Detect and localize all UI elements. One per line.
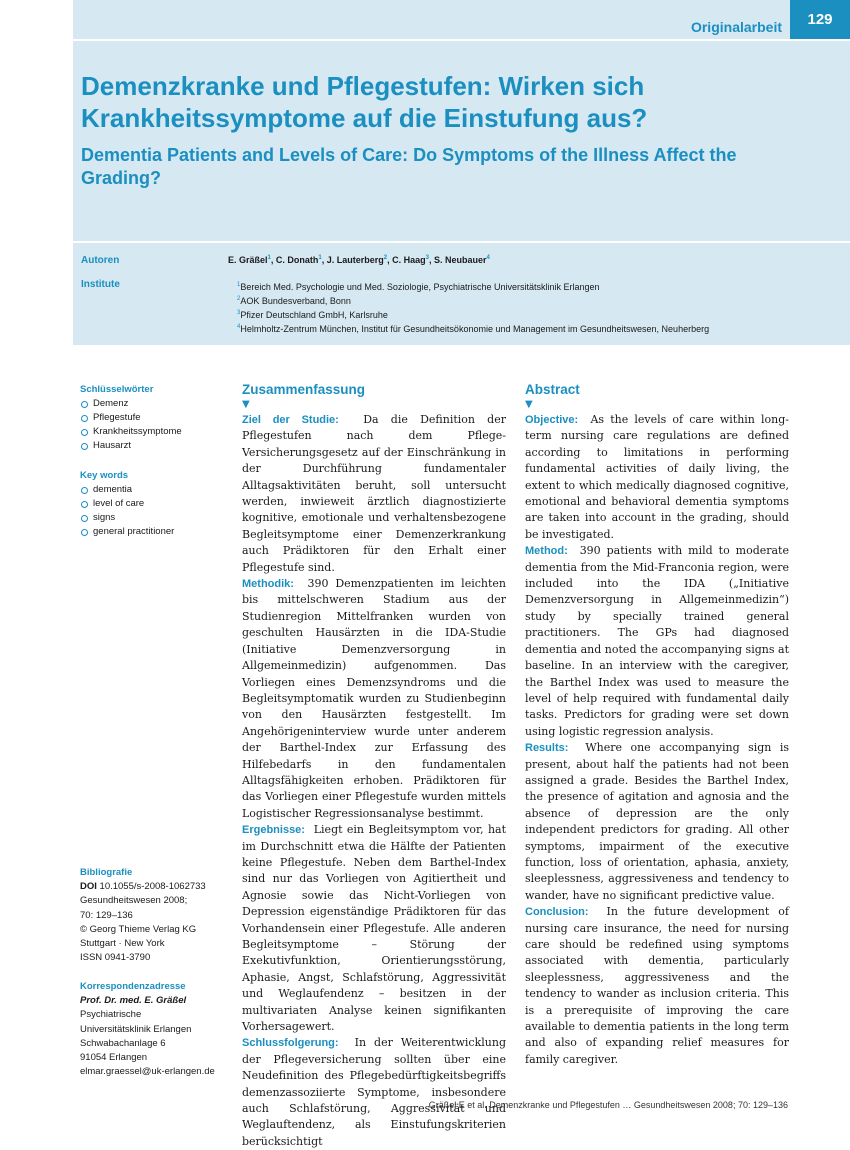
abstract-english xyxy=(525,381,789,1068)
biblio-line: Stuttgart · New York xyxy=(80,938,165,950)
section-label: Results: xyxy=(525,742,569,755)
keywords-de-label: Schlüsselwörter xyxy=(80,384,154,395)
institute xyxy=(237,321,710,335)
abstract-section xyxy=(525,904,789,1068)
header-top-bar xyxy=(73,0,850,41)
institute-text: Bereich Med. Psychologie und Med. Soziologie, Psychiatrische Universitätsklinik Erlangen xyxy=(240,282,600,292)
doi-label: DOI xyxy=(80,881,97,893)
section-text: Da die Definition der Pflegestufen nach dem Pflege-Versicherungsgesetz auf der Einschränkung in der Durchführung fundamentaler Alltagsaktivitäten beruht, soll untersucht werden, inwieweit ärztlich diagnostizierte kognitive, emotionale und verhaltensbezogene Begleitsymptome einer Demenzerkrankung auch Prädiktoren für den Erhalt einer Pflegestufe sind. xyxy=(242,413,506,574)
institute-text: Pfizer Deutschland GmbH, Karlsruhe xyxy=(240,310,388,320)
section-label: Conclusion: xyxy=(525,906,589,919)
author-affiliation: 1 xyxy=(318,255,322,261)
section-text: 390 patients with mild to moderate dementia from the Mid-Franconia region, were included into the IDA („Initiative Demenzversorgung in Allgemeinmedizin“) study by specially trained general practitioners. The GPs had diagnosed dementia and noted the accompanying signs at baseline. In an interview with the caregiver, the Barthel Index was used to measure the level of help required with fundamental daily tasks. Predictors for grading were set down using logistic regression analysis. xyxy=(525,544,789,738)
authors-list: E. Gräßel$^1$, C. Donath$^1$, J. Lauterberg$^2$, C. Haag$^3$, S. Neubauer$^4$ xyxy=(228,255,490,265)
keyword-item: dementia xyxy=(80,483,230,497)
correspondence-block xyxy=(80,980,240,1079)
institute xyxy=(237,307,709,321)
keyword-item: signs xyxy=(80,511,230,525)
bibliography-block xyxy=(80,866,240,965)
correspondence-label: Korrespondenzadresse xyxy=(80,981,186,992)
keyword-item: Demenz xyxy=(80,397,230,411)
section-label: Ergebnisse: xyxy=(242,824,305,837)
biblio-line: Gesundheitswesen 2008; xyxy=(80,895,188,907)
title-english: Dementia Patients and Levels of Care: Do Symptoms of the Illness Affect the Grading? xyxy=(81,145,737,188)
header-banner xyxy=(73,0,850,345)
institute-number: 3 xyxy=(237,310,241,316)
biblio-line: 70: 129–136 xyxy=(80,909,133,921)
section-label: Originalarbeit xyxy=(690,19,782,35)
section-label: Method: xyxy=(525,545,568,558)
abstract-de-heading: Zusammenfassung xyxy=(242,382,366,397)
doi-value: 10.1055/s-2008-1062733 xyxy=(99,881,206,893)
institute xyxy=(237,279,709,293)
section-text: In der Weiterentwicklung der Pflegeversicherung sollten über eine Neudefinition des Pflegebedürftigkeitsbegriffs demenzassoziierte Symptome, insbesondere auch Schlafstörung, Aggressivität und Weglauftendenz, als Einstufungskriterien berücksichtigt xyxy=(242,1036,506,1148)
header-divider xyxy=(73,241,850,243)
address-line: Psychiatrische xyxy=(80,1009,142,1021)
author-affiliation: 4 xyxy=(486,255,490,261)
author-affiliation: 2 xyxy=(383,255,388,261)
section-label: Schlussfolgerung: xyxy=(242,1037,339,1050)
author-affiliation: 1 xyxy=(267,255,271,261)
abstract-en-heading: Abstract xyxy=(525,382,580,397)
triangle-marker-icon: ▼ xyxy=(525,399,533,410)
address-line: Universitätsklinik Erlangen xyxy=(80,1023,192,1035)
title-german: Demenzkranke und Pflegestufen: Wirken sich Krankheitssymptome auf die Einstufung aus? xyxy=(81,71,648,133)
page-footer: Gräßel E et al. Demenzkranke und Pflegestufen … Gesundheitswesen 2008; 70: 129–136 xyxy=(428,1100,788,1110)
biblio-line: ISSN 0941-3790 xyxy=(80,952,151,964)
keyword-item: Hausarzt xyxy=(80,439,230,453)
abstract-section xyxy=(242,1035,506,1150)
institute-text: Helmholtz-Zentrum München, Institut für Gesundheitsökonomie und Management im Gesundheitswesen, Neuherberg xyxy=(240,324,710,334)
address-line: Schwabachanlage 6 xyxy=(80,1037,166,1049)
biblio-line: © Georg Thieme Verlag KG xyxy=(80,923,197,935)
institute-number: 4 xyxy=(237,324,241,330)
author: J. Lauterberg xyxy=(326,255,384,265)
author: E. Gräßel xyxy=(228,255,268,265)
section-label: Methodik: xyxy=(242,578,294,591)
section-text: Liegt ein Begleitsymptom vor, hat im Durchschnitt etwa die Hälfte der Patienten keine Pflegestufe. Neben dem Barthel-Index sind nur das Vorliegen von Agitiertheit und Agnosie sowie das Nicht-Vorliegen von Depression eigenständige Prädiktoren für das Vorhandensein einer Pflegestufe. Alle anderen Begleitsymptome – Störung der Exekutivfunktion, Orientierungsstörung, Aphasie, Angst, Schlafstörung, Aggressivität und Weglaufendenz – besitzen in der multivariaten Analyse keinen signifikanten Vorhersagewert. xyxy=(242,823,507,1034)
keyword-item: general practitioner xyxy=(80,525,230,539)
abstract-section xyxy=(242,576,506,822)
keywords-sidebar xyxy=(80,383,230,539)
section-text: Where one accompanying sign is present, about half the patients had not been assigned a grade. Besides the Barthel Index, the presence of agitation and agnosia and the absence of depression are the only independent predictors for grading. All other symptoms, impairment of the executive function, loss of orientation, aphasia, anxiety, sleeplessness, aggressiveness and tendency to wander, have no significant predictive value. xyxy=(525,741,789,902)
keywords-en-label: Key words xyxy=(80,470,129,481)
abstract-section xyxy=(242,822,506,1035)
section-label: Objective: xyxy=(525,414,579,426)
correspondence-name: Prof. Dr. med. E. Gräßel xyxy=(80,995,187,1007)
page-number: 129 xyxy=(790,0,850,39)
institute-number: 2 xyxy=(237,296,241,302)
keyword-item: Pflegestufe xyxy=(80,411,230,425)
institutes-list xyxy=(237,279,710,335)
section-text: As the levels of care within long-term nursing care regulations are defined according to limitations in performing fundamental activities of daily living, the extent to which medically diagnosed cognitive, emotional and behavioral dementia symptoms are taken into account in the grading, should be investigated. xyxy=(525,413,790,541)
institute-text: AOK Bundesverband, Bonn xyxy=(240,296,351,306)
author: C. Haag xyxy=(392,255,426,265)
author: S. Neubauer xyxy=(433,255,487,265)
abstract-section xyxy=(525,740,789,904)
abstract-german xyxy=(242,381,506,1150)
section-text: In the future development of nursing care insurance, the need for nursing care should be redefined using symptoms associated with dementia, particularly sleeplessness, aggressiveness and the tendency to wander as inclusion criteria. This is a prerequisite of improving the care available to dementia patients in the long term and also of expanding relief measures for family caregiver. xyxy=(525,905,789,1066)
doi-line xyxy=(80,880,240,894)
abstract-section xyxy=(242,412,506,576)
address-line: 91054 Erlangen xyxy=(80,1052,148,1064)
authors-label: Autoren xyxy=(81,255,120,266)
bibliography-label: Bibliografie xyxy=(80,867,133,878)
author-affiliation: 3 xyxy=(425,255,429,261)
keyword-item: level of care xyxy=(80,497,230,511)
keywords-en-list xyxy=(80,483,230,539)
author: C. Donath xyxy=(275,255,319,265)
institutes-label: Institute xyxy=(81,279,120,290)
institute-number: 1 xyxy=(237,282,241,288)
keywords-de-list xyxy=(80,397,230,453)
institute xyxy=(237,293,709,307)
keyword-item: Krankheitssymptome xyxy=(80,425,230,439)
section-text: 390 Demenzpatienten im leichten bis mittelschweren Stadium aus der Studienregion Mittelfranken wurden von geschulten Hausärzten in die IDA-Studie (Initiative Demenzversorgung in Allgemeinmedizin) aufgenommen. Das Vorliegen eines Demenzsyndroms und die Begleitsymptomatik wurden zu Studienbeginn von den Hausärzten festgestellt. Im Angehörigeninterview wurde unter anderem der Barthel-Index zur Erfassung des Hilfebedarfs in den fundamentalen Alltagsfähigkeiten erhoben. Prädiktoren für das Vorliegen einer Pflegestufe wurden mittels Logistischer Regressionsanalyse bestimmt. xyxy=(242,577,506,820)
triangle-marker-icon: ▼ xyxy=(242,399,250,410)
section-label: Ziel der Studie: xyxy=(242,414,339,426)
email-link[interactable]: elmar.graessel@uk-erlangen.de xyxy=(80,1066,215,1078)
abstract-section xyxy=(525,412,789,543)
abstract-section xyxy=(525,543,789,740)
